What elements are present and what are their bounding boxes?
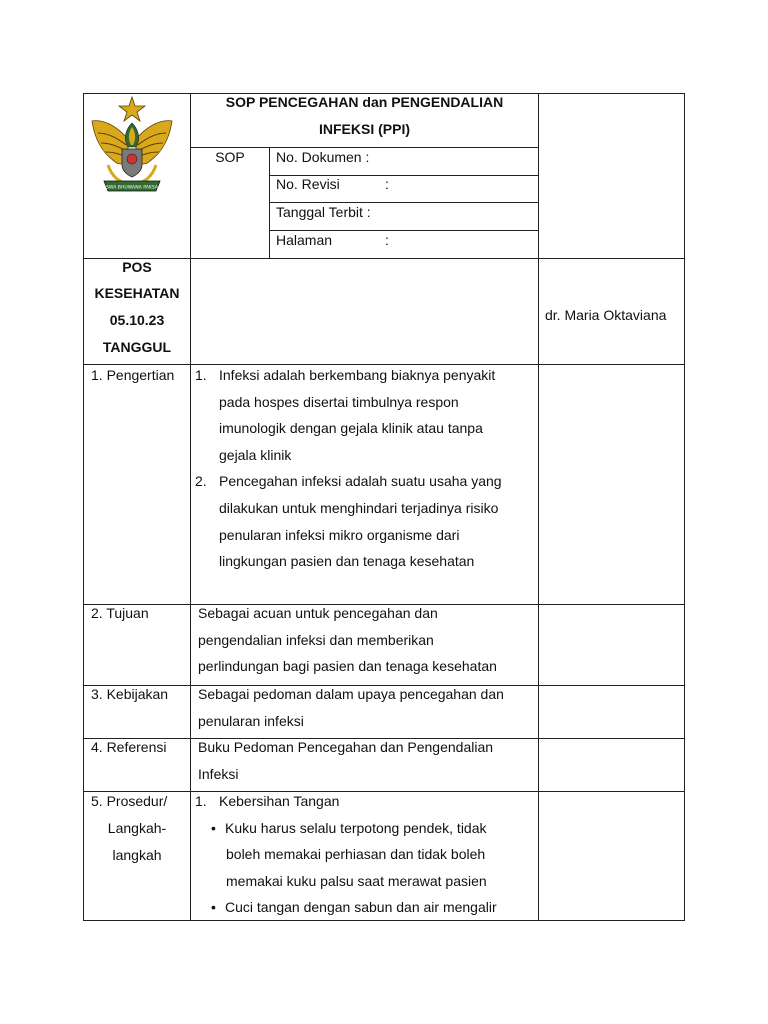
- org-line-3: 05.10.23: [109, 312, 165, 328]
- table-divider-col3: [538, 93, 539, 921]
- section-label-prosedur-line1: 5. Prosedur/: [91, 793, 168, 809]
- list-item-line: imunologik dengan gejala klinik atau tanpa: [219, 420, 483, 437]
- halaman-colon: :: [385, 232, 389, 248]
- list-item-line: gejala klinik: [219, 446, 292, 463]
- list-item: 1. Kebersihan Tangan: [195, 793, 340, 809]
- section-label-referensi: 4. Referensi: [91, 739, 167, 755]
- list-item-line: pada hospes disertai timbulnya respon: [219, 393, 459, 410]
- section-label-tujuan: 2. Tujuan: [91, 605, 149, 621]
- bullet-item: • Cuci tangan dengan sabun dan air mengalir: [195, 894, 497, 921]
- bullet-item: • Kuku harus selalu terpotong pendek, tidak: [195, 815, 497, 842]
- tujuan-content: Sebagai acuan untuk pencegahan dan pengendalian infeksi dan memberikan perlindungan bagi pasien dan tenaga kesehatan: [198, 605, 497, 675]
- signatory-name: dr. Maria Oktaviana: [545, 307, 667, 323]
- table-border-right: [684, 93, 685, 921]
- no-dokumen-label: No. Dokumen :: [276, 149, 370, 165]
- bullet-icon: •: [211, 899, 216, 916]
- table-divider-col1: [190, 93, 191, 921]
- org-line-2: KESEHATAN: [94, 285, 180, 301]
- org-line-1: POS: [122, 259, 152, 275]
- document-title-line1: SOP PENCEGAHAN dan PENGENDALIAN: [225, 94, 504, 110]
- logo-motto: SWA BHUWANA PAKSA: [105, 185, 159, 191]
- table-border-left: [83, 93, 84, 921]
- bullet-item-line: memakai kuku palsu saat merawat pasien: [226, 872, 487, 889]
- tanggal-terbit-label: Tanggal Terbit :: [276, 204, 371, 220]
- prosedur-content: [195, 788, 497, 921]
- section-label-prosedur-line3: langkah: [112, 847, 162, 863]
- referensi-content: Buku Pedoman Pencegahan dan Pengendalian Infeksi: [198, 739, 494, 782]
- section-label-pengertian: 1. Pengertian: [91, 367, 175, 383]
- org-line-4: TANGGUL: [102, 339, 172, 355]
- section-label-kebijakan: 3. Kebijakan: [91, 686, 169, 702]
- document-title-line2: INFEKSI (PPI): [318, 121, 410, 137]
- emblem-logo-icon: [88, 95, 176, 197]
- list-item: 1. Infeksi adalah berkembang biaknya penyakit: [195, 367, 496, 383]
- list-item-line: penularan infeksi mikro organisme dari: [219, 526, 460, 543]
- bullet-item-line: boleh memakai perhiasan dan tidak boleh: [226, 846, 486, 863]
- halaman-label: Halaman: [276, 232, 333, 248]
- list-item-line: lingkungan pasien dan tenaga kesehatan: [219, 553, 475, 570]
- no-revisi-colon: :: [385, 176, 389, 192]
- bullet-icon: •: [211, 819, 216, 836]
- list-item-line: dilakukan untuk menghindari terjadinya risiko: [219, 499, 499, 516]
- list-item: 2. Pencegahan infeksi adalah suatu usaha yang: [195, 473, 502, 490]
- section-label-prosedur-line2: Langkah-: [107, 820, 167, 836]
- kebijakan-content: Sebagai pedoman dalam upaya pencegahan dan penularan infeksi: [198, 686, 504, 729]
- sop-label: SOP: [215, 149, 245, 165]
- pengertian-content: [195, 362, 502, 575]
- no-revisi-label: No. Revisi: [276, 176, 340, 192]
